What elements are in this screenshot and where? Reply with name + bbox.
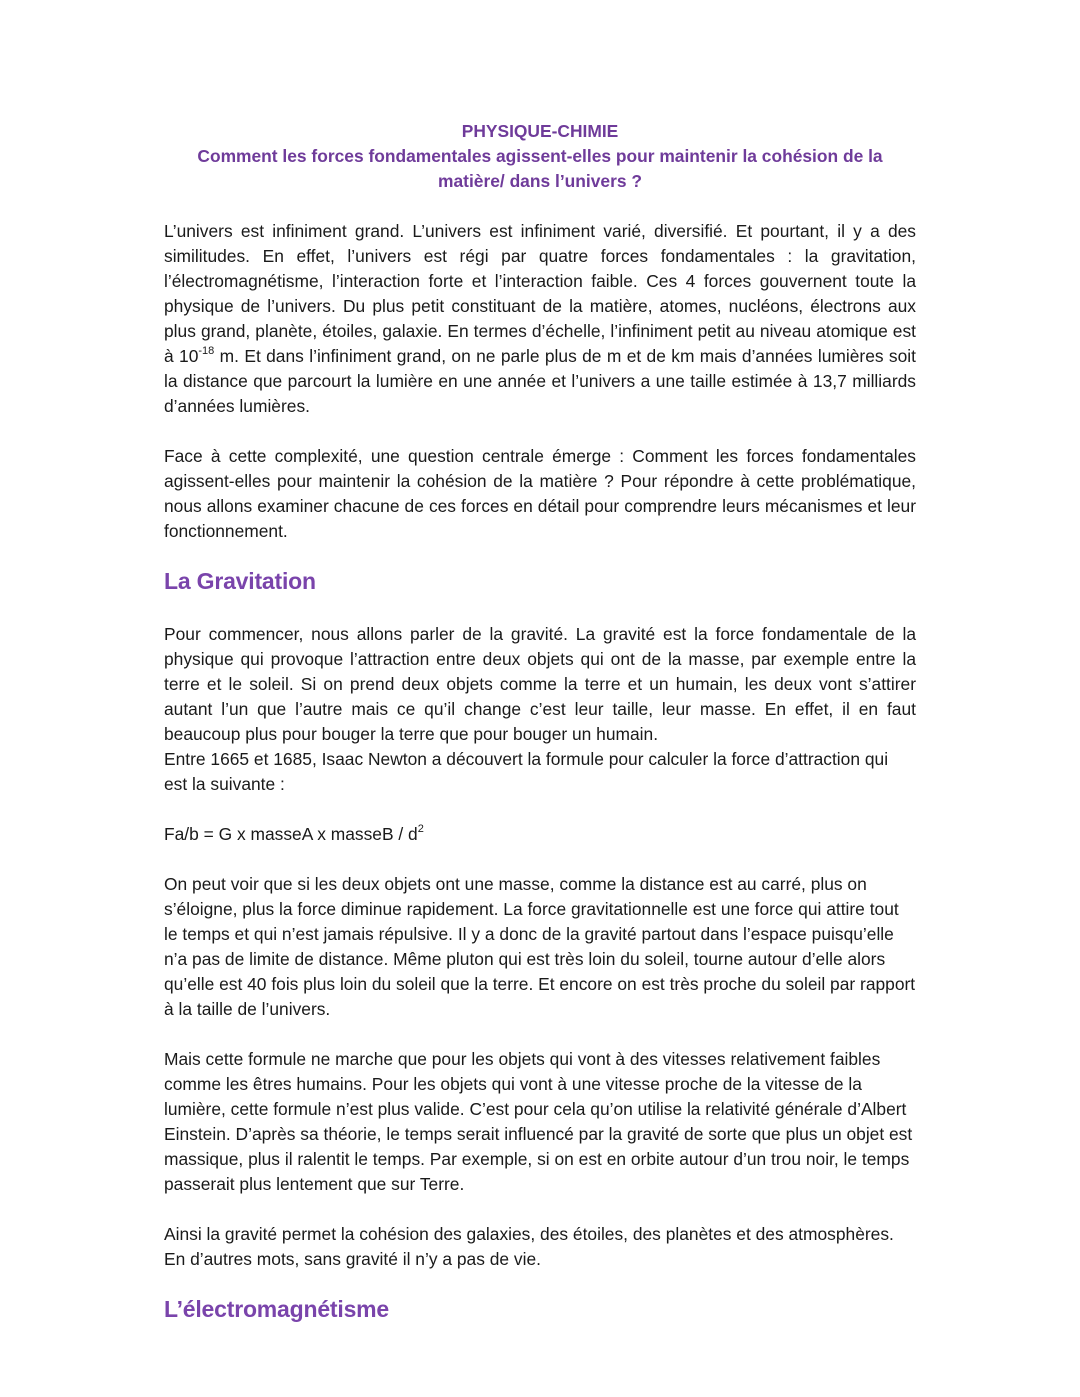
exponent: 2: [417, 823, 424, 836]
gravitation-paragraph-4: Mais cette formule ne marche que pour les objets qui vont à des vitesses relativement faibles comme les êtres humains. Pour les objets qui vont à une vitesse proche de la vitesse de la lumière, cette formule n’est plus valide. C’est pour cela qu’on utilise la relativité générale d’Albert Einstein. D’après sa théorie, le temps serait influencé par la gravité de sorte que plus un objet est massique, plus il ralentit le temps. Par exemple, si on est en orbite autour d’un trou noir, le temps passerait plus lentement que sur Terre.: [164, 1049, 913, 1194]
subject-title: PHYSIQUE-CHIMIE: [461, 121, 619, 141]
section-title-gravitation: La Gravitation: [164, 568, 316, 594]
document-header: [164, 119, 916, 194]
gravitation-paragraph-1: Pour commencer, nous allons parler de la gravité. La gravité est la force fondamentale de la physique qui provoque l’attraction entre deux objets qui ont de la masse, par exemple entre la terre et le soleil. Si on prend deux objets comme la terre et un humain, les deux vont s’attirer autant l’un que l’autre mais ce qu’il change c’est leur taille, leur masse. En effet, il en faut beaucoup plus pour bouger la terre que pour bouger un humain.: [164, 624, 916, 744]
intro-paragraph-1: L’univers est infiniment grand. L’univers est infiniment varié, diversifié. Et pourtant, il y a des similitudes. En effet, l’univers est régi par quatre forces fondamentales : la gravitation, l’électromagnétisme, l’interaction forte et l’interaction faible. Ces 4 forces gouvernent toute la physique de l’univers. Du plus petit constituant de la matière, atomes, nucléons, électrons aux plus grand, planète, étoiles, galaxie. En termes d’échelle, l’infiniment petit au niveau atomique est à $10^{-18}$ m. Et dans l’infiniment grand, on ne parle plus de m et de km mais d’années lumières soit la distance que parcourt la lumière en une année et l’univers a une taille estimée à 13,7 milliards d’années lumières.: [164, 221, 916, 416]
problem-question: Comment les forces fondamentales agissent-elles pour maintenir la cohésion de la matière/ dans l’univers ?: [197, 146, 883, 191]
exponent: -18: [198, 345, 215, 358]
gravitation-paragraph-5: Ainsi la gravité permet la cohésion des galaxies, des étoiles, des planètes et des atmosphères. En d’autres mots, sans gravité il n’y a pas de vie.: [164, 1224, 894, 1269]
gravitation-paragraph-3: On peut voir que si les deux objets ont une masse, comme la distance est au carré, plus on s’éloigne, plus la force diminue rapidement. La force gravitationnelle est une force qui attire tout le temps et qui n’est jamais répulsive. Il y a donc de la gravité partout dans l’espace puisqu’elle n’a pas de limite de distance. Même pluton qui est très loin du soleil, tourne autour d’elle alors qu’elle est 40 fois plus loin du soleil que la terre. Et encore on est très proche du soleil par rapport à la taille de l’univers.: [164, 874, 916, 1019]
gravitation-paragraph-2: Entre 1665 et 1685, Isaac Newton a découvert la formule pour calculer la force d’attraction qui est la suivante :: [164, 749, 889, 794]
document-content: [164, 119, 916, 1334]
intro-paragraph-2: Face à cette complexité, une question centrale émerge : Comment les forces fondamentales agissent-elles pour maintenir la cohésion de la matière ? Pour répondre à cette problématique, nous allons examiner chacune de ces forces en détail pour comprendre leurs mécanismes et leur fonctionnement.: [164, 446, 916, 541]
section-title-electromagnetism: L’électromagnétisme: [164, 1296, 390, 1322]
newton-formula: Fa/b = G x masseA x masseB / $d^2$: [164, 823, 424, 844]
